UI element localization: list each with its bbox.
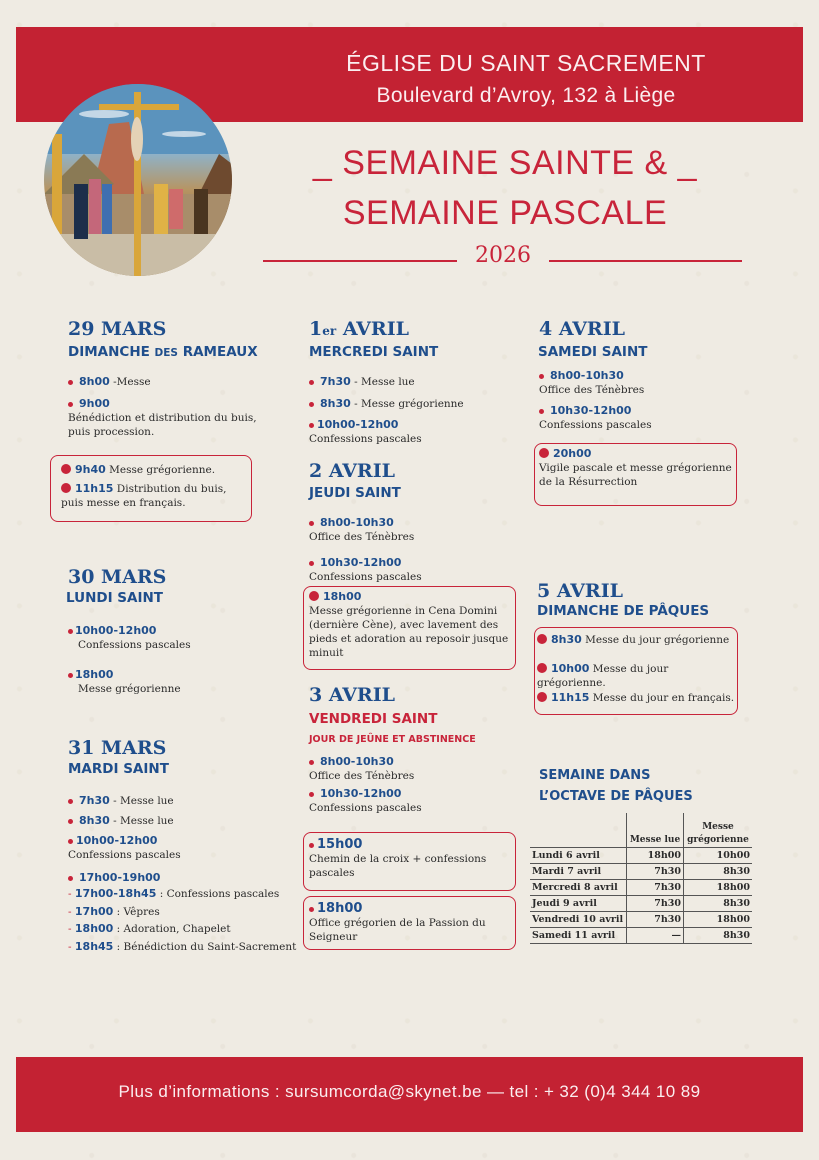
date-2-avril: 2 AVRIL <box>309 460 395 482</box>
list-item: 7h30 - Messe lue <box>68 794 174 808</box>
bullet-icon <box>309 591 319 601</box>
bullet-icon <box>309 380 314 385</box>
bullet-icon <box>309 760 314 765</box>
fasting-note: JOUR DE JEÛNE ET ABSTINENCE <box>309 734 476 745</box>
church-name: ÉGLISE DU SAINT SACREMENT <box>346 50 706 76</box>
list-item: 10h00-12h00 Confessions pascales <box>68 624 191 652</box>
bullet-icon <box>309 402 314 407</box>
list-item: 8h00-10h30 Office des Ténèbres <box>309 755 415 782</box>
date-4-avril: 4 AVRIL <box>539 318 625 340</box>
bullet-icon <box>309 561 314 566</box>
list-item: 10h00 Messe du jour grégorienne. <box>537 662 669 689</box>
day-vendredi-saint: VENDREDI SAINT <box>309 711 438 727</box>
list-item: 8h30 Messe du jour grégorienne <box>537 633 737 647</box>
bullet-icon <box>68 402 73 407</box>
year: 2026 <box>475 243 531 268</box>
day-dimanche-paques: DIMANCHE DE PÂQUES <box>537 603 710 619</box>
sub-item: - 17h00-18h45 : Confessions pascales <box>68 887 280 900</box>
bullet-icon <box>68 839 73 844</box>
bullet-icon <box>68 380 73 385</box>
list-item: 11h15 Distribution du buis, puis messe en français. <box>61 482 227 509</box>
footer-band <box>16 1057 803 1132</box>
list-item: 18h00 Office grégorien de la Passion du Seigneur <box>309 901 486 943</box>
octave-title-2: L’OCTAVE DE PÂQUES <box>539 789 693 804</box>
year-rule-left <box>263 260 457 262</box>
list-item: 7h30 - Messe lue <box>309 375 415 389</box>
day-dimanche-rameaux: DIMANCHE DES RAMEAUX <box>68 344 258 360</box>
list-item: 18h00 Messe grégorienne in Cena Domini (dernière Cène), avec lavement des pieds et adoration au reposoir jusque minuit <box>309 590 509 659</box>
list-item: 18h00 Messe grégorienne <box>68 668 181 696</box>
table-row: Mardi 7 avril 7h30 8h30 <box>530 864 752 880</box>
sub-item: - 18h45 : Bénédiction du Saint-Sacrement <box>68 940 297 953</box>
bullet-icon <box>537 692 547 702</box>
list-item: 10h00-12h00 Confessions pascales <box>309 418 422 445</box>
sub-item: - 18h00 : Adoration, Chapelet <box>68 922 231 935</box>
list-item: 10h30-12h00 Confessions pascales <box>309 787 422 814</box>
bullet-icon <box>68 799 73 804</box>
date-30-mars: 30 MARS <box>68 566 167 588</box>
date-29-mars: 29 MARS <box>68 318 167 340</box>
list-item: 20h00 Vigile pascale et messe grégorienne de la Résurrection <box>539 447 732 488</box>
date-31-mars: 31 MARS <box>68 737 167 759</box>
table-row: Jeudi 9 avril 7h30 8h30 <box>530 896 752 912</box>
bullet-icon <box>68 629 73 634</box>
list-item: 10h30-12h00 Confessions pascales <box>539 404 652 431</box>
list-item: 8h00-10h30 Office des Ténèbres <box>309 516 415 543</box>
day-samedi-saint: SAMEDI SAINT <box>538 344 648 360</box>
bullet-icon <box>309 423 314 428</box>
bullet-icon <box>61 464 71 474</box>
list-item: 8h00 -Messe <box>68 375 151 389</box>
octave-table <box>530 813 752 944</box>
bullet-icon <box>309 521 314 526</box>
bullet-icon <box>61 483 71 493</box>
bullet-icon <box>68 819 73 824</box>
bullet-icon <box>537 634 547 644</box>
title-line-2: SEMAINE PASCALE <box>342 194 668 232</box>
church-address: Boulevard d’Avroy, 132 à Liège <box>376 84 676 107</box>
table-row: Mercredi 8 avril 7h30 18h00 <box>530 880 752 896</box>
bullet-icon <box>309 792 314 797</box>
list-item: 8h30 - Messe grégorienne <box>309 397 464 411</box>
col-messe-gregorienne: Messe grégorienne <box>687 822 749 845</box>
date-3-avril: 3 AVRIL <box>309 684 395 706</box>
table-row: Lundi 6 avril 18h00 10h00 <box>530 848 752 864</box>
crucifixion-painting <box>44 84 232 276</box>
list-item: 10h30-12h00 Confessions pascales <box>309 556 422 583</box>
crucifixion-image <box>44 84 232 276</box>
table-row: Samedi 11 avril — 8h30 <box>530 928 752 944</box>
list-item: 9h00 Bénédiction et distribution du buis, puis procession. <box>68 397 257 438</box>
contact-info: Plus d’informations : sursumcorda@skynet.be — tel : + 32 (0)4 344 10 89 <box>118 1082 701 1101</box>
date-5-avril: 5 AVRIL <box>537 580 623 602</box>
col-messe-lue: Messe lue <box>627 813 684 848</box>
day-mercredi-saint: MERCREDI SAINT <box>309 344 439 360</box>
bullet-icon <box>539 374 544 379</box>
bullet-icon <box>537 663 547 673</box>
bullet-icon <box>309 843 314 848</box>
bullet-icon <box>309 907 314 912</box>
bullet-icon <box>68 876 73 881</box>
bullet-icon <box>539 448 549 458</box>
sub-item: - 17h00 : Vêpres <box>68 905 160 918</box>
list-item: 8h30 - Messe lue <box>68 814 174 828</box>
table-row: Vendredi 10 avril 7h30 18h00 <box>530 912 752 928</box>
list-item: 9h40 Messe grégorienne. <box>61 463 246 477</box>
list-item: 8h00-10h30 Office des Ténèbres <box>539 369 645 396</box>
octave-title-1: SEMAINE DANS <box>539 768 651 783</box>
day-lundi-saint: LUNDI SAINT <box>66 590 164 606</box>
table-header-row <box>530 813 752 848</box>
list-item: 10h00-12h00 Confessions pascales <box>68 834 181 861</box>
date-1er-avril: 1er AVRIL <box>309 318 409 340</box>
title-deco-right: _ <box>677 144 698 182</box>
title-deco-left: _ <box>312 144 333 182</box>
list-item: 17h00-19h00 <box>68 871 160 885</box>
title-line-1: _ SEMAINE SAINTE & _ <box>312 144 698 182</box>
day-mardi-saint: MARDI SAINT <box>68 761 169 777</box>
bullet-icon <box>68 673 73 678</box>
bullet-icon <box>539 409 544 414</box>
list-item: 15h00 Chemin de la croix + confessions pascales <box>309 837 487 879</box>
day-jeudi-saint: JEUDI SAINT <box>309 485 401 501</box>
list-item: 11h15 Messe du jour en français. <box>537 691 737 705</box>
year-rule-right <box>549 260 742 262</box>
